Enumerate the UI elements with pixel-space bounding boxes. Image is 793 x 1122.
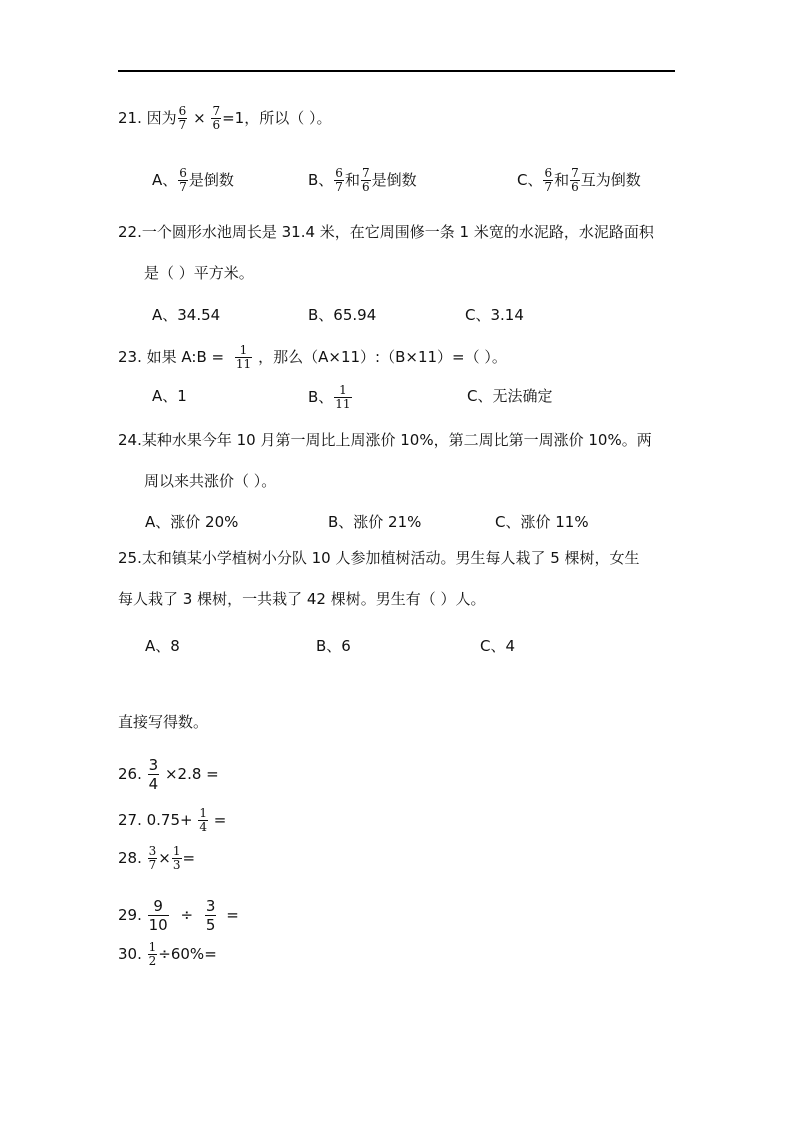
denominator: 11 bbox=[335, 397, 351, 411]
q29-number: 29. bbox=[118, 906, 142, 924]
fraction bbox=[543, 167, 553, 194]
denominator: 4 bbox=[199, 820, 208, 834]
q21-fraction-2 bbox=[211, 105, 221, 132]
numerator: 1 bbox=[334, 384, 351, 398]
q21-fraction-1 bbox=[178, 105, 188, 132]
q24-line-2: 周以来共涨价（ ）。 bbox=[144, 472, 277, 490]
fraction bbox=[334, 384, 351, 411]
q27-post: = bbox=[213, 811, 227, 829]
numerator: 3 bbox=[205, 897, 216, 915]
q23-option-c[interactable]: C、无法确定 bbox=[467, 387, 553, 405]
denominator: 10 bbox=[148, 916, 168, 934]
option-label: B、 bbox=[308, 388, 334, 406]
q30-post: ÷60%= bbox=[158, 945, 217, 963]
option-text: 是倒数 bbox=[188, 171, 234, 189]
q23-pre: 23. 如果 A:B = bbox=[118, 348, 225, 366]
question-28 bbox=[118, 845, 195, 872]
option-text: 互为倒数 bbox=[580, 171, 641, 189]
denominator: 4 bbox=[148, 775, 159, 793]
q28-fraction-2 bbox=[172, 845, 182, 872]
option-label: C、 bbox=[517, 171, 543, 189]
option-label: B、 bbox=[308, 171, 334, 189]
denominator: 7 bbox=[335, 180, 343, 194]
numerator: 1 bbox=[199, 806, 208, 820]
q27-pre: 27. 0.75+ bbox=[118, 811, 193, 829]
question-23 bbox=[118, 344, 507, 371]
question-30 bbox=[118, 941, 217, 968]
numerator: 6 bbox=[335, 166, 343, 180]
q21-number: 21. bbox=[118, 109, 142, 127]
denominator: 3 bbox=[172, 858, 181, 872]
denominator: 6 bbox=[361, 180, 370, 194]
fraction bbox=[570, 167, 580, 194]
denominator: 6 bbox=[571, 180, 579, 194]
q21-pre: 因为 bbox=[146, 109, 177, 127]
divide-sign: ÷ bbox=[180, 906, 194, 924]
q25-option-c[interactable]: C、4 bbox=[480, 637, 516, 655]
numerator: 3 bbox=[148, 844, 157, 858]
q26-fraction bbox=[148, 756, 160, 793]
q21-option-a[interactable] bbox=[152, 167, 234, 194]
numerator: 7 bbox=[571, 166, 579, 180]
denominator: 2 bbox=[148, 954, 157, 968]
q28-post: = bbox=[182, 849, 196, 867]
and-text: 和 bbox=[344, 171, 360, 189]
q25-line-1: 25.太和镇某小学植树小分队 10 人参加植树活动。男生每人栽了 5 棵树，女生 bbox=[118, 549, 640, 567]
denominator: 7 bbox=[178, 118, 187, 132]
q23-option-a[interactable]: A、1 bbox=[152, 387, 187, 405]
q22-line-1: 22.一个圆形水池周长是 31.4 米，在它周围修一条 1 米宽的水泥路，水泥路面积 bbox=[118, 223, 654, 241]
option-label: A、 bbox=[152, 171, 178, 189]
q27-fraction bbox=[198, 807, 208, 834]
numerator: 1 bbox=[148, 940, 157, 954]
numerator: 1 bbox=[172, 844, 181, 858]
fraction bbox=[178, 167, 188, 194]
q28-number: 28. bbox=[118, 849, 142, 867]
q22-option-a[interactable]: A、34.54 bbox=[152, 306, 221, 324]
numerator: 1 bbox=[235, 344, 252, 358]
question-27 bbox=[118, 807, 226, 834]
q21-option-c[interactable] bbox=[517, 167, 641, 194]
numerator: 3 bbox=[148, 756, 159, 774]
question-29 bbox=[118, 897, 239, 934]
denominator: 11 bbox=[235, 357, 252, 371]
q25-option-a[interactable]: A、8 bbox=[145, 637, 180, 655]
q21-option-b[interactable] bbox=[308, 167, 417, 194]
section-title: 直接写得数。 bbox=[118, 713, 209, 731]
q28-fraction-1 bbox=[148, 845, 158, 872]
q24-option-c[interactable]: C、涨价 11% bbox=[495, 513, 589, 531]
q30-number: 30. bbox=[118, 945, 142, 963]
denominator: 5 bbox=[205, 916, 216, 934]
q21-post: =1，所以（ ）。 bbox=[222, 109, 332, 127]
numerator: 7 bbox=[361, 166, 370, 180]
denominator: 7 bbox=[544, 180, 553, 194]
fraction bbox=[334, 167, 344, 194]
q29-post: = bbox=[226, 906, 239, 924]
q26-post: ×2.8 = bbox=[164, 765, 219, 783]
option-text: 是倒数 bbox=[371, 171, 417, 189]
denominator: 6 bbox=[212, 118, 221, 132]
times-sign: × bbox=[158, 849, 171, 867]
q23-post: ，那么（A×11）:（B×11）=（ ）。 bbox=[258, 348, 507, 366]
q22-option-c[interactable]: C、3.14 bbox=[465, 306, 524, 324]
numerator: 6 bbox=[179, 166, 187, 180]
q30-fraction bbox=[148, 941, 158, 968]
q24-option-b[interactable]: B、涨价 21% bbox=[328, 513, 422, 531]
denominator: 7 bbox=[148, 858, 157, 872]
q29-fraction-2 bbox=[205, 897, 217, 934]
top-rule bbox=[118, 70, 675, 72]
fraction bbox=[361, 167, 371, 194]
denominator: 7 bbox=[179, 180, 187, 194]
question-26 bbox=[118, 756, 219, 793]
numerator: 6 bbox=[178, 104, 187, 118]
q22-line-2: 是（ ）平方米。 bbox=[144, 264, 254, 282]
q24-line-1: 24.某种水果今年 10 月第一周比上周涨价 10%，第二周比第一周涨价 10%。两 bbox=[118, 431, 652, 449]
q29-fraction-1 bbox=[148, 897, 169, 934]
q25-option-b[interactable]: B、6 bbox=[316, 637, 351, 655]
q22-option-b[interactable]: B、65.94 bbox=[308, 306, 377, 324]
q25-line-2: 每人栽了 3 棵树，一共栽了 42 棵树。男生有（ ）人。 bbox=[118, 590, 486, 608]
numerator: 7 bbox=[212, 104, 221, 118]
q26-number: 26. bbox=[118, 765, 142, 783]
q24-option-a[interactable]: A、涨价 20% bbox=[145, 513, 239, 531]
numerator: 6 bbox=[544, 166, 553, 180]
q23-fraction bbox=[235, 344, 252, 371]
times-sign: × bbox=[193, 109, 206, 127]
and-text: 和 bbox=[554, 171, 570, 189]
q23-option-b[interactable] bbox=[308, 384, 353, 411]
question-21 bbox=[118, 105, 331, 132]
numerator: 9 bbox=[148, 897, 169, 916]
